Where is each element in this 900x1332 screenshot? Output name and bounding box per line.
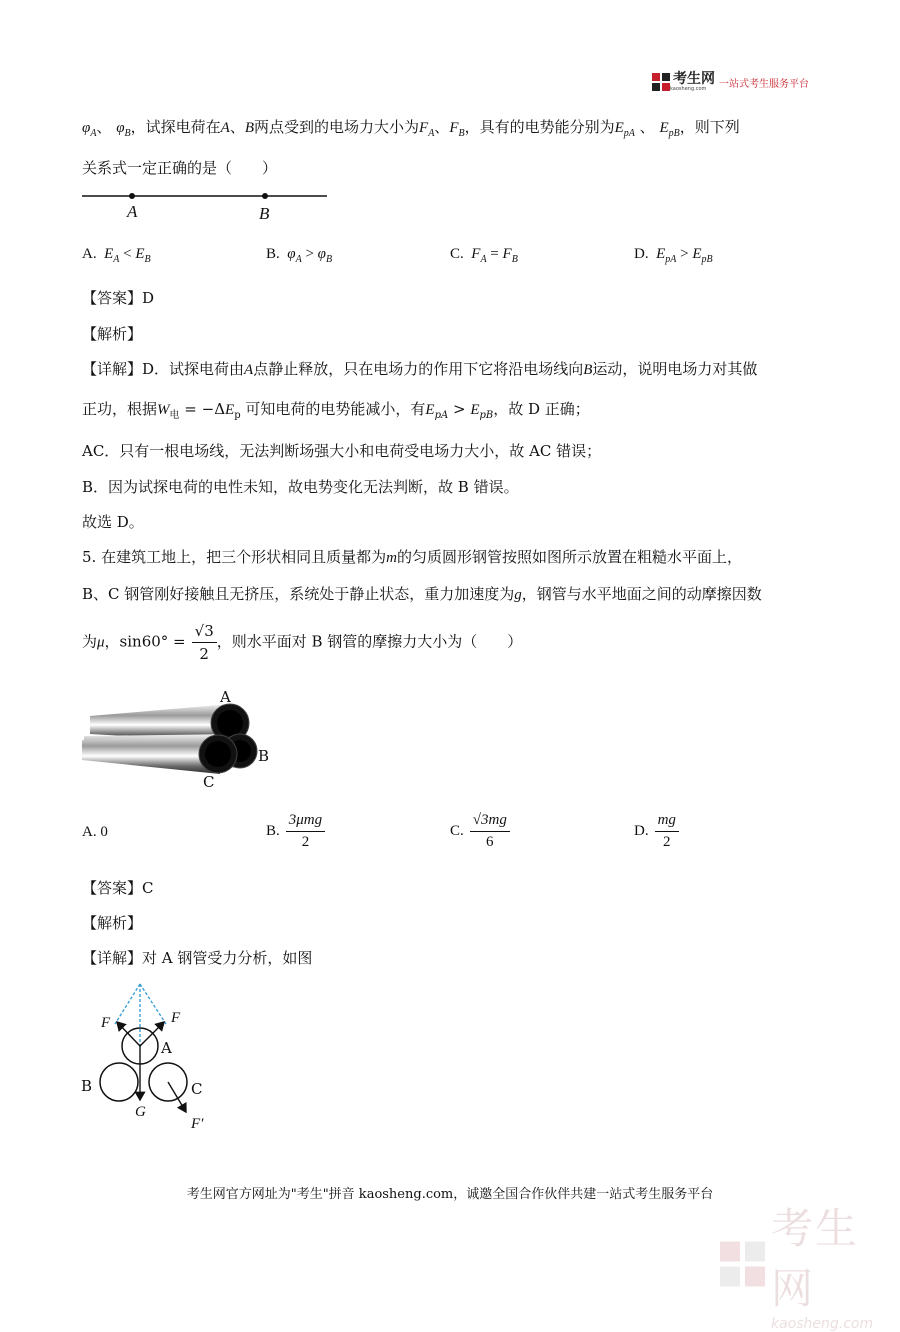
q4-stem-line2: 关系式一定正确的是（ ） [82,159,278,177]
point-a [129,193,135,199]
kaosheng-logo-icon [652,73,670,91]
q4-answer: 【答案】D [82,289,155,307]
q4-analysis-tag: 【解析】 [82,325,143,343]
q4-figure-label-a: A [127,202,138,221]
q5-figure-label-b: B [258,747,270,765]
force-f-left [117,1022,140,1046]
logo-name: 考生网 [673,71,715,87]
q4-option-a: A. $E_A < E_B$ [82,246,151,265]
q4-option-b: B. $\varphi_A > \varphi_B$ [266,246,333,265]
header-slogan: 一站式考生服务平台 [719,78,809,90]
q5-analysis-tag: 【解析】 [82,914,143,932]
q5-steel-pipes-figure [82,690,282,790]
force-label-f-prime: F′ [191,1116,204,1132]
point-b [262,193,268,199]
logo-domain: kaosheng.com [670,86,707,92]
q4-detail-line3: AC．只有一根电场线，无法判断场强大小和电荷受电场力大小，故 AC 错误； [82,442,602,460]
q4-option-c: C. $F_A = F_B$ [450,246,518,265]
pipe-a-hole [217,710,243,736]
circle-b [100,1063,138,1101]
q4-option-d: D. $E_{pA} > E_{pB}$ [634,246,713,265]
q5-option-c: C. $\frac{√3mg}{6}$ [450,812,510,851]
q4-detail-line1: 【详解】D．试探电荷由A点静止释放，只在电场力的作用下它将沿电场线向B运动，说明电场力对其做 [82,360,758,378]
page-footer: 考生网官方网址为"考生"拼音 kaosheng.com，诚邀全国合作伙伴共建一站式考生服务平台 [186,1187,714,1202]
q5-figure-label-c: C [203,773,215,791]
q5-answer: 【答案】C [82,879,154,897]
q5-option-d: D. $\frac{mg}{2}$ [634,812,679,851]
q4-detail-line4: B．因为试探电荷的电性未知，故电势变化无法判断，故 B 错误。 [82,478,519,496]
dashed-line-left [115,984,140,1024]
header-logo [652,72,809,92]
q5-stem-line1: 5. 在建筑工地上，把三个形状相同且质量都为m的匀质圆形钢管按照如图所示放置在粗糙水平面上， [82,548,742,566]
watermark-text: 考生网 [770,1204,859,1313]
watermark [720,1196,900,1332]
q5-stem-line3: 为μ，sin60° = $\frac{√3}{2}$ ，则水平面对 B 钢管的摩擦力大小为（ ） [82,622,523,663]
q5-option-a: A. 0 [82,824,108,840]
dashed-line-right [140,984,166,1024]
q4-field-line-figure [82,185,332,225]
q5-detail-line1: 【详解】对 A 钢管受力分析，如图 [82,949,313,967]
force-f-prime [168,1082,186,1112]
q4-stem-line1: $\varphi_A$、 $\varphi_B$，试探电荷在A、B两点受到的电场力大小为$F_A$、$F_B$，具有的电势能分别为$E_{pA}$ 、 $E_{pB}$，则下列 [82,118,740,139]
q5-option-b: B. $\frac{\text{3μmg}}{2}$ [266,812,325,851]
q4-detail-line5: 故选 D。 [82,513,144,531]
pipe-c-hole [205,741,231,767]
force-label-b: B [81,1077,93,1095]
q4-figure-label-b: B [259,204,270,223]
q5-force-diagram [82,978,252,1138]
q5-figure-label-a: A [220,688,231,706]
force-label-f-right: F [171,1010,181,1026]
force-label-f-left: F [101,1015,111,1031]
force-label-a: A [161,1039,172,1057]
watermark-logo-icon [720,1241,765,1287]
q4-detail-line2: 正功，根据$W_电 = -\Delta E_p$ 可知电荷的电势能减小，有$E_{pA} > E_{pB}$，故 D 正确； [82,400,590,421]
q5-stem-line2: B、C 钢管刚好接触且无挤压，系统处于静止状态，重力加速度为g，钢管与水平地面之间的动摩擦因数 [82,585,762,603]
force-label-g: G [135,1104,146,1120]
watermark-domain: kaosheng.com [770,1316,874,1332]
force-label-c: C [191,1080,203,1098]
